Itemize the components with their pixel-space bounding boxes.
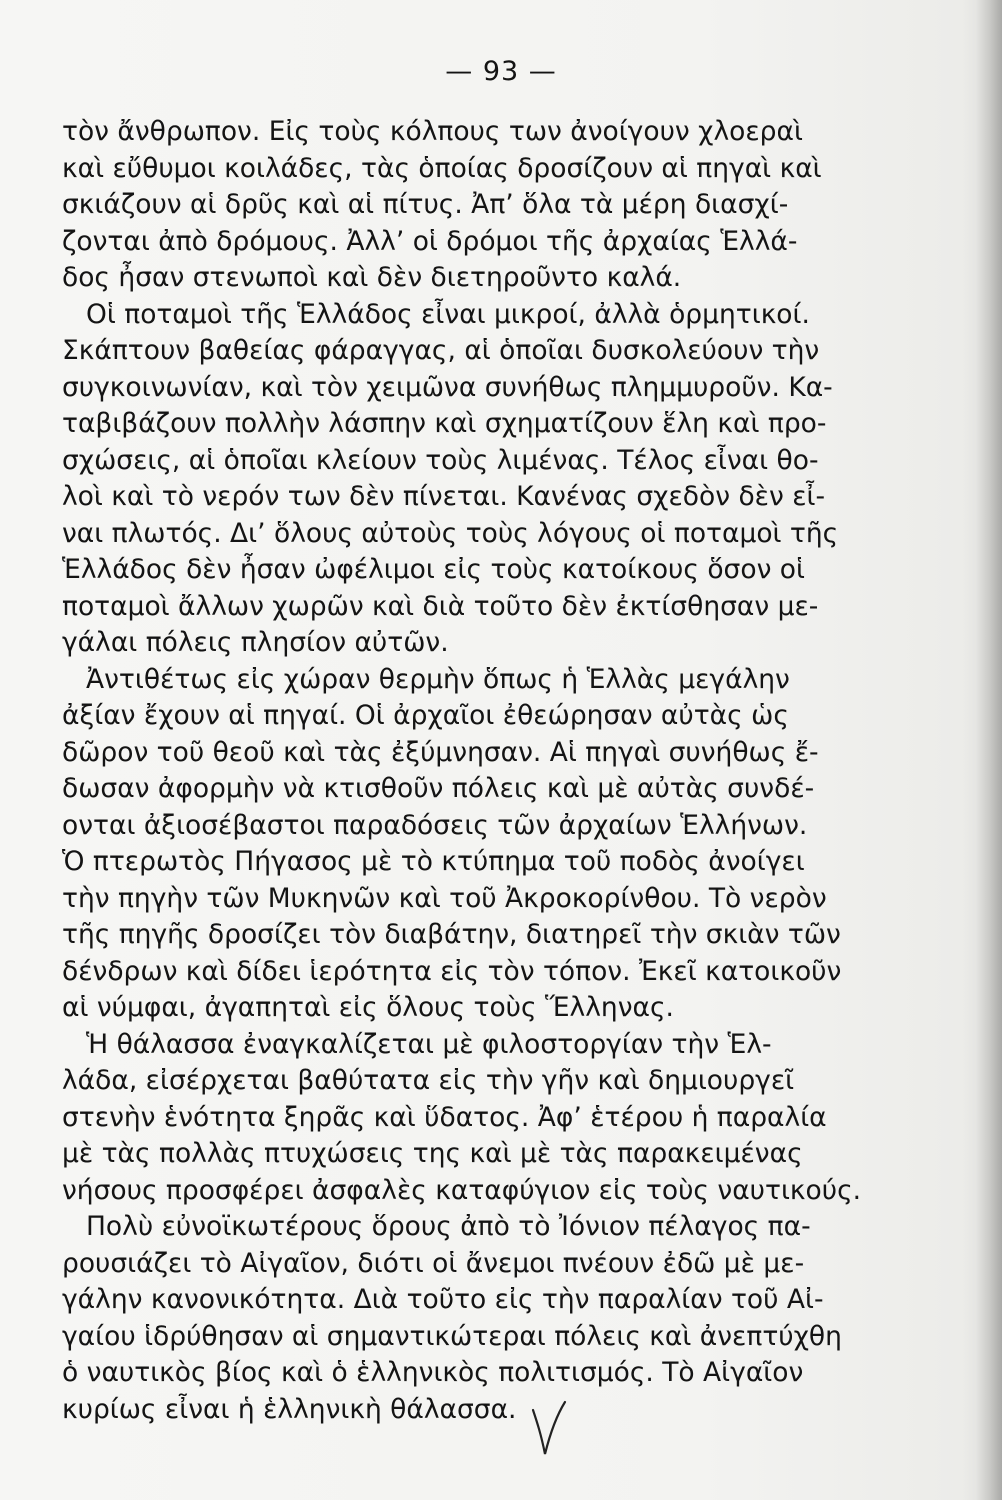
- text-line-content: σκιάζουν αἱ δρῦς καὶ αἱ πίτυς. Ἀπ’ ὅλα τὰ μέρη διασχί-: [62, 189, 789, 220]
- text-line-content: συγκοινωνίαν, καὶ τὸν χειμῶνα συνήθως πλημμυροῦν. Κα-: [62, 371, 833, 403]
- text-line-content: ταβιβάζουν πολλὴν λάσπην καὶ σχηματίζουν ἕλη καὶ προ-: [62, 408, 827, 439]
- text-line-content: Ὁ πτερωτὸς Πήγασος μὲ τὸ κτύπημα τοῦ ποδὸς ἀνοίγει: [62, 846, 805, 877]
- text-line-content: αἱ νύμφαι, ἀγαπηταὶ εἰς ὅλους τοὺς Ἕλληνας.: [62, 992, 674, 1023]
- text-line: [0, 589, 1002, 626]
- text-line: [0, 1392, 1002, 1429]
- text-line: [0, 990, 1002, 1027]
- text-line-content: νήσους προσφέρει ἀσφαλὲς καταφύγιον εἰς τοὺς ναυτικούς.: [62, 1174, 862, 1206]
- text-line-content: στενὴν ἑνότητα ξηρᾶς καὶ ὕδατος. Ἀφ’ ἑτέρου ἡ παραλία: [62, 1101, 827, 1133]
- text-line: [0, 443, 1002, 480]
- text-line-content: ονται ἀξιοσέβαστοι παραδόσεις τῶν ἀρχαίων Ἑλλήνων.: [62, 809, 808, 841]
- text-line: [0, 881, 1002, 918]
- text-line: [0, 187, 1002, 224]
- text-line-content: δωσαν ἀφορμὴν νὰ κτισθοῦν πόλεις καὶ μὲ αὐτὰς συνδέ-: [62, 773, 815, 804]
- text-line-content: Ἑλλάδος δὲν ἦσαν ὠφέλιμοι εἰς τοὺς κατοίκους ὅσον οἱ: [62, 554, 805, 585]
- text-line: [0, 114, 1002, 151]
- text-line-content: Πολὺ εὐνοϊκωτέρους ὅρους ἀπὸ τὸ Ἰόνιον πέλαγος πα-: [86, 1211, 811, 1242]
- text-line: [0, 479, 1002, 516]
- text-line: [0, 1063, 1002, 1100]
- text-line-content: γάλαι πόλεις πλησίον αὐτῶν.: [62, 627, 449, 658]
- text-line: [0, 552, 1002, 589]
- text-line: [0, 735, 1002, 772]
- text-line-content: Οἱ ποταμοὶ τῆς Ἑλλάδος εἶναι μικροί, ἀλλὰ ὁρμητικοί.: [86, 298, 810, 330]
- text-line-content: γαίου ἱδρύθησαν αἱ σημαντικώτεραι πόλεις καὶ ἀνεπτύχθη: [62, 1320, 842, 1352]
- text-line: [0, 662, 1002, 699]
- text-line: [0, 771, 1002, 808]
- text-line-content: δῶρον τοῦ θεοῦ καὶ τὰς ἐξύμνησαν. Αἱ πηγαὶ συνήθως ἔ-: [62, 736, 819, 768]
- text-line-content: δένδρων καὶ δίδει ἱερότητα εἰς τὸν τόπον. Ἐκεῖ κατοικοῦν: [62, 955, 842, 987]
- text-line-content: τὴν πηγὴν τῶν Μυκηνῶν καὶ τοῦ Ἀκροκορίνθου. Τὸ νερὸν: [62, 882, 827, 914]
- text-line: [0, 370, 1002, 407]
- text-line-content: λοὶ καὶ τὸ νερόν των δὲν πίνεται. Κανένας σχεδὸν δὲν εἶ-: [62, 481, 826, 512]
- text-line-content: ποταμοὶ ἄλλων χωρῶν καὶ διὰ τοῦτο δὲν ἐκτίσθησαν με-: [62, 590, 819, 622]
- text-line-content: λάδα, εἰσέρχεται βαθύτατα εἰς τὴν γῆν καὶ δημιουργεῖ: [62, 1065, 795, 1096]
- text-line: [0, 917, 1002, 954]
- text-line: [0, 406, 1002, 443]
- text-line: [0, 625, 1002, 662]
- text-line-content: ζονται ἀπὸ δρόμους. Ἀλλ’ οἱ δρόμοι τῆς ἀρχαίας Ἑλλά-: [62, 225, 798, 257]
- text-line: [0, 224, 1002, 261]
- text-line-content: Ἀντιθέτως εἰς χώραν θερμὴν ὅπως ἡ Ἑλλὰς μεγάλην: [86, 663, 790, 695]
- body-text: [0, 114, 1002, 1428]
- text-line-content: τῆς πηγῆς δροσίζει τὸν διαβάτην, διατηρεῖ τὴν σκιὰν τῶν: [62, 919, 841, 950]
- text-line: [0, 1173, 1002, 1210]
- text-line: [0, 698, 1002, 735]
- text-line: [0, 1355, 1002, 1392]
- text-line: [0, 1282, 1002, 1319]
- text-line-content: κυρίως εἶναι ἡ ἑλληνικὴ θάλασσα.: [62, 1393, 517, 1425]
- text-line-content: Ἡ θάλασσα ἐναγκαλίζεται μὲ φιλοστοργίαν τὴν Ἑλ-: [86, 1028, 772, 1060]
- text-line-content: καὶ εὔθυμοι κοιλάδες, τὰς ὁποίας δροσίζουν αἱ πηγαὶ καὶ: [62, 152, 822, 184]
- text-line-content: μὲ τὰς πολλὰς πτυχώσεις της καὶ μὲ τὰς παρακειμένας: [62, 1138, 803, 1169]
- text-line: [0, 808, 1002, 845]
- text-line: [0, 1027, 1002, 1064]
- text-line-content: σχώσεις, αἱ ὁποῖαι κλείουν τοὺς λιμένας. Τέλος εἶναι θο-: [62, 444, 819, 476]
- text-line: [0, 1319, 1002, 1356]
- text-line-content: ρουσιάζει τὸ Αἰγαῖον, διότι οἱ ἄνεμοι πνέουν ἐδῶ μὲ με-: [62, 1247, 805, 1279]
- text-line-content: ὁ ναυτικὸς βίος καὶ ὁ ἑλληνικὸς πολιτισμός. Τὸ Αἰγαῖον: [62, 1357, 804, 1388]
- text-line: [0, 844, 1002, 881]
- text-line: [0, 516, 1002, 553]
- text-line: [0, 333, 1002, 370]
- text-line: [0, 151, 1002, 188]
- handwritten-check-mark-icon: [529, 1398, 569, 1458]
- text-line-content: γάλην κανονικότητα. Διὰ τοῦτο εἰς τὴν παραλίαν τοῦ Αἰ-: [62, 1284, 824, 1315]
- text-line-content: Σκάπτουν βαθείας φάραγγας, αἱ ὁποῖαι δυσκολεύουν τὴν: [62, 335, 820, 366]
- text-line-content: ἀξίαν ἔχουν αἱ πηγαί. Οἱ ἀρχαῖοι ἐθεώρησαν αὐτὰς ὡς: [62, 700, 789, 731]
- text-line: [0, 954, 1002, 991]
- text-line-content: ναι πλωτός. Δι’ ὅλους αὐτοὺς τοὺς λόγους οἱ ποταμοὶ τῆς: [62, 517, 839, 549]
- text-line-content: δος ἦσαν στενωποὶ καὶ δὲν διετηροῦντο καλά.: [62, 262, 682, 293]
- text-line-content: τὸν ἄνθρωπον. Εἰς τοὺς κόλπους των ἀνοίγουν χλοεραὶ: [62, 116, 803, 147]
- text-line: [0, 1100, 1002, 1137]
- text-line: [0, 1209, 1002, 1246]
- text-line: [0, 260, 1002, 297]
- text-line: [0, 1136, 1002, 1173]
- page-number: — 93 —: [445, 56, 557, 87]
- text-line: [0, 1246, 1002, 1283]
- text-line: [0, 297, 1002, 334]
